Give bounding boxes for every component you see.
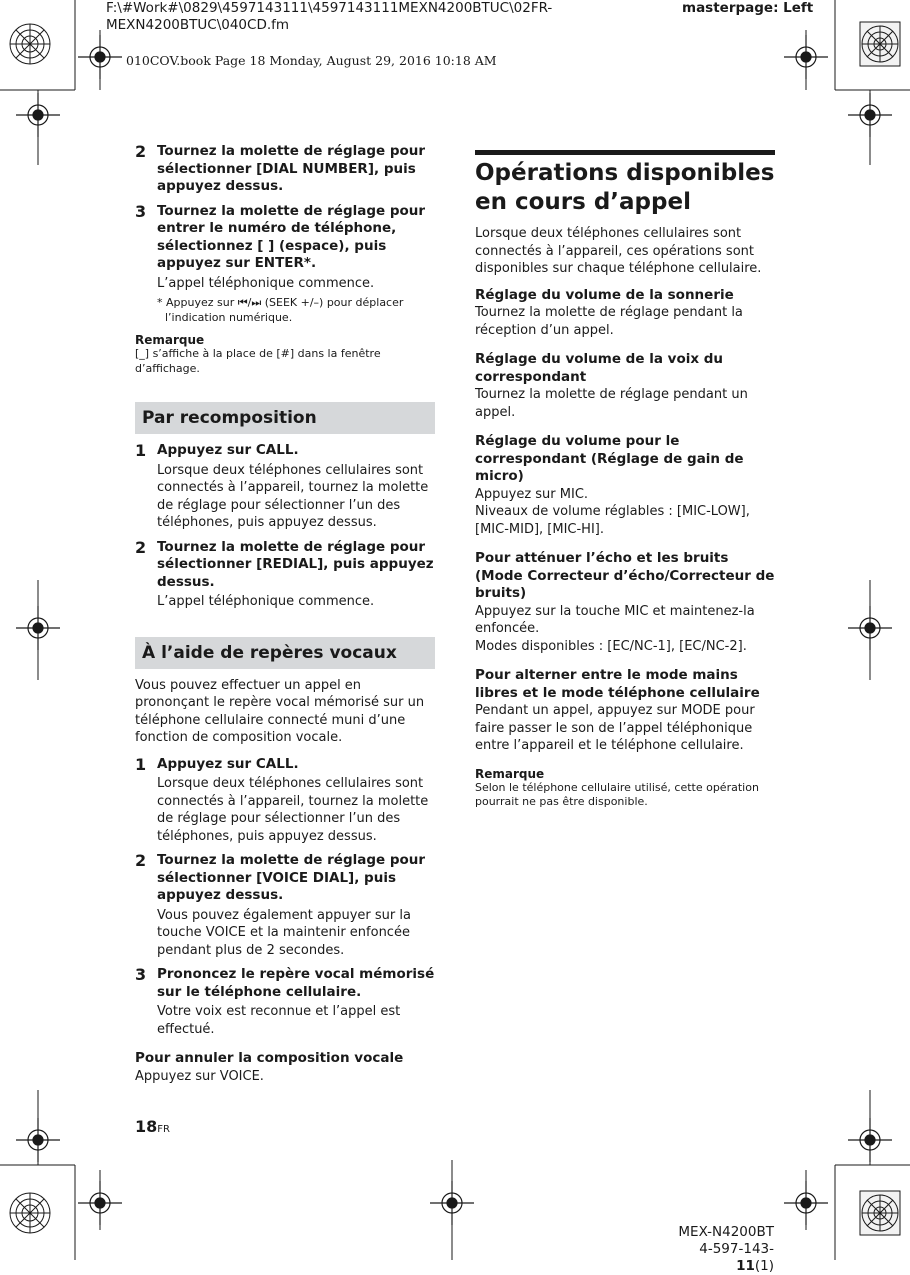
step-body: Lorsque deux téléphones cellulaires sont connectés à l’appareil, tournez la molette de réglage pour sélectionner l’un des téléphones, puis appuyez dessus. [157,776,429,844]
step-body: Vous pouvez également appuyer sur la touche VOICE et la maintenir enfoncée pendant plus de 2 secondes. [157,907,411,958]
block-title: Réglage du volume de la sonnerie [475,286,734,303]
block-body: Pendant un appel, appuyez sur MODE pour faire passer le son de l’appel téléphonique entre l’appareil et le téléphone cellulaire. [475,703,755,753]
step-body: Lorsque deux téléphones cellulaires sont connectés à l’appareil, tournez la molette de réglage pour sélectionner l’un des téléphones, puis appuyez dessus. [157,462,429,530]
page-number-value: 18 [135,1117,158,1136]
block-body: Tournez la molette de réglage pendant la réception d’un appel. [475,305,743,338]
block-body-2: Niveaux de volume réglables : [MIC-LOW], [MIC-MID], [MIC-HI]. [475,504,750,537]
file-path-line1: F:\#Work#\0829\4597143111\4597143111MEXN4200BTUC\02FR- [106,0,553,16]
step-number: 2 [135,142,147,161]
target-mark [848,1118,892,1162]
target-mark [848,606,892,650]
section-heading-voice: À l’aide de repères vocaux [135,637,435,669]
step-number: 3 [135,965,147,984]
step-title: Appuyez sur CALL. [157,755,299,772]
target-mark [16,1118,60,1162]
block-body-2: Modes disponibles : [EC/NC-1], [EC/NC-2]. [475,638,747,654]
block-title: Réglage du volume pour le correspondant (Réglage de gain de micro) [475,433,744,484]
file-path-line2: MEXN4200BTUC\040CD.fm [106,17,290,33]
section-heading-redial: Par recomposition [135,402,435,434]
page-title: Opérations disponibles en cours d’appel [475,150,775,217]
target-mark [784,1181,828,1225]
part-bold: 11 [736,1258,755,1274]
step-title: Tournez la molette de réglage pour sélectionner [VOICE DIAL], puis appuyez dessus. [157,852,426,903]
book-info-line: 010COV.book Page 18 Monday, August 29, 2016 10:18 AM [126,53,497,68]
target-mark [78,1181,122,1225]
voice-intro: Vous pouvez effectuer un appel en prononçant le repère vocal mémorisé sur un téléphone cellulaire connecté muni d’une fonction de composition vocale. [135,677,425,745]
block-body: Tournez la molette de réglage pendant un appel. [475,387,748,420]
step-number: 1 [135,441,147,460]
step-number: 3 [135,201,147,221]
footnote: * Appuyez sur ⏮/⏭ (SEEK +/–) pour déplacer l’indication numérique. [157,296,404,324]
step-title: Appuyez sur CALL. [157,442,299,458]
part-prefix: 4-597-143- [699,1241,774,1257]
right-intro: Lorsque deux téléphones cellulaires sont connectés à l’appareil, ces opérations sont disponibles sur chaque téléphone cellulaire. [475,226,762,276]
step-number: 2 [135,537,147,557]
remark-title: Remarque [475,766,545,781]
target-mark [848,93,892,137]
model-name: MEX-N4200BT [678,1224,774,1240]
target-mark [16,93,60,137]
step-number: 2 [135,851,147,870]
cancel-title: Pour annuler la composition vocale [135,1050,404,1066]
remark-body: Selon le téléphone cellulaire utilisé, cette opération pourrait ne pas être disponible. [475,780,759,808]
step-title: Prononcez le repère vocal mémorisé sur le téléphone cellulaire. [157,966,435,1000]
remark-body: [_] s’affiche à la place de [#] dans la fenêtre d’affichage. [135,347,381,375]
target-mark [16,606,60,650]
remark-title: Remarque [135,333,205,347]
cancel-body: Appuyez sur VOICE. [135,1068,264,1084]
step-title: Tournez la molette de réglage pour entrer le numéro de téléphone, sélectionnez [ ] (espace), puis appuyez sur ENTER*. [157,202,426,271]
starburst-mark [860,1191,900,1235]
part-suffix: (1) [754,1258,774,1274]
step-body: Votre voix est reconnue et l’appel est effectué. [157,1004,401,1037]
step-title: Tournez la molette de réglage pour sélectionner [REDIAL], puis appuyez dessus. [157,538,434,590]
step-body: L’appel téléphonique commence. [157,275,375,291]
target-mark [784,35,828,79]
block-title: Pour alterner entre le mode mains libres et le mode téléphone cellulaire [475,667,760,701]
target-mark [430,1181,474,1225]
block-body: Appuyez sur MIC. [475,486,589,502]
page-suffix: FR [157,1124,170,1135]
step-body: L’appel téléphonique commence. [157,594,375,609]
step-title: Tournez la molette de réglage pour sélectionner [DIAL NUMBER], puis appuyez dessus. [157,143,426,194]
starburst-mark [860,22,900,66]
block-title: Pour atténuer l’écho et les bruits (Mode Correcteur d’écho/Correcteur de bruits) [475,550,775,601]
starburst-mark [10,24,50,64]
starburst-mark [10,1193,50,1233]
block-title: Réglage du volume de la voix du correspondant [475,351,724,385]
step-number: 1 [135,754,147,774]
target-mark [78,35,122,79]
block-body: Appuyez sur la touche MIC et maintenez-la enfoncée. [475,603,755,636]
masterpage-label: masterpage: Left [682,0,814,16]
